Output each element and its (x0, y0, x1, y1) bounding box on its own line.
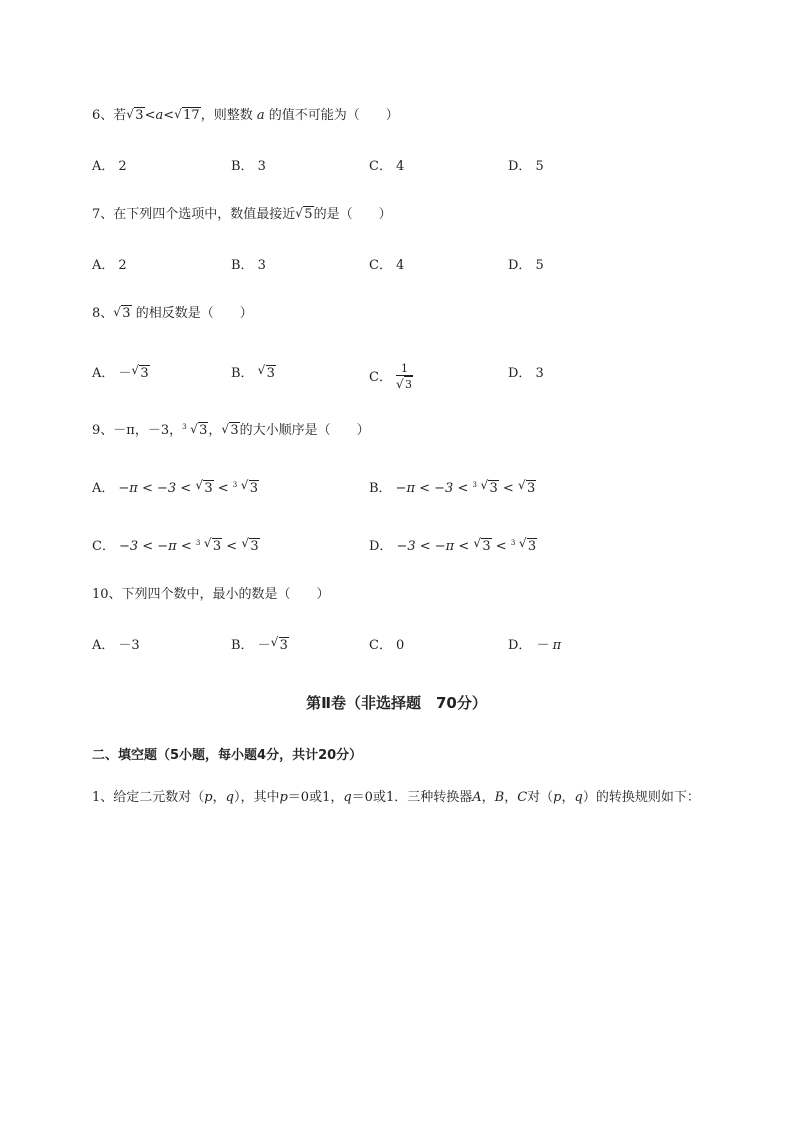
section-title: 第Ⅱ卷（非选择题 70分） (306, 694, 487, 712)
q7-options (92, 254, 732, 278)
q10-options (92, 634, 732, 658)
option-b[interactable]: B． 3 (231, 159, 266, 174)
option-a[interactable]: A． 2 (92, 159, 127, 174)
q6-var-a2: a (256, 108, 265, 123)
option-d[interactable]: D． － π (508, 638, 562, 653)
q9-suffix: 的大小顺序是（ ） (239, 423, 370, 438)
sqrt-3: √ 3 (113, 305, 131, 321)
option-a[interactable]: A． －3 (92, 638, 140, 653)
option-d[interactable]: D． 3 (508, 366, 544, 381)
q9-options-row1 (92, 477, 732, 501)
option-a[interactable]: A． － √ 3 (92, 363, 149, 381)
option-a[interactable]: A． −π < −3 < √ 3 < 3 √ 3 (92, 478, 259, 496)
q6-suffix-a: ，则整数 (200, 108, 253, 123)
q9-prefix: 9、－π，－3， (92, 423, 183, 438)
q6-lt: < (144, 108, 156, 123)
q8-prefix: 8、 (92, 306, 114, 321)
option-b[interactable]: B． 3 (231, 258, 266, 273)
option-d[interactable]: D． 5 (508, 258, 544, 273)
option-c[interactable]: C． 0 (369, 638, 405, 653)
q7-suffix: 的是（ ） (313, 207, 392, 222)
fill-question-1: 1、给定二元数对（p，q），其中p＝0或1，q＝0或1．三种转换器A，B，C对（p，q）的转换规则如下： (92, 790, 700, 805)
q8-options (92, 362, 732, 390)
option-a[interactable]: A． 2 (92, 258, 127, 273)
q6-prefix: 6、若 (92, 108, 127, 123)
option-d[interactable]: D． −3 < −π < √ 3 < 3 √ 3 (369, 536, 537, 554)
question-8 (92, 304, 253, 324)
question-9: 9、－π，－3， 3 √ 3， √ 3的大小顺序是（ ） (92, 421, 370, 441)
question-6 (92, 106, 399, 126)
option-c[interactable]: C． 1 √ 3 (369, 362, 412, 391)
q6-var-a: a (155, 108, 164, 123)
option-c[interactable]: C． −3 < −π < 3 √ 3 < √ 3 (92, 536, 259, 554)
q9-options-row2 (92, 535, 732, 559)
sqrt-17: √ 17 (174, 107, 200, 123)
option-b[interactable]: B． −π < −3 < 3 √ 3 < √ 3 (369, 478, 536, 496)
fraction: 1 √ 3 (395, 362, 412, 391)
q10-text: 10、下列四个数中，最小的数是（ ） (92, 587, 330, 602)
part-title: 二、填空题（5小题，每小题4分，共计20分） (92, 748, 363, 763)
sqrt-5: √ 5 (295, 206, 313, 222)
sqrt-3: √ 3 (221, 422, 239, 438)
q6-suffix-b: 的值不可能为（ ） (268, 108, 399, 123)
question-10 (92, 585, 330, 605)
cbrt-3: 3 √ 3 (182, 422, 208, 438)
question-7 (92, 205, 392, 225)
option-b[interactable]: B． √ 3 (231, 363, 275, 381)
option-c[interactable]: C． 4 (369, 258, 405, 273)
option-c[interactable]: C． 4 (369, 159, 405, 174)
q6-options (92, 155, 732, 179)
sqrt-3: √ 3 (126, 107, 144, 123)
q8-suffix: 的相反数是（ ） (135, 306, 253, 321)
option-d[interactable]: D． 5 (508, 159, 544, 174)
q7-prefix: 7、在下列四个选项中，数值最接近 (92, 207, 296, 222)
q6-lt2: < (163, 108, 175, 123)
option-b[interactable]: B． － √ 3 (231, 635, 288, 653)
